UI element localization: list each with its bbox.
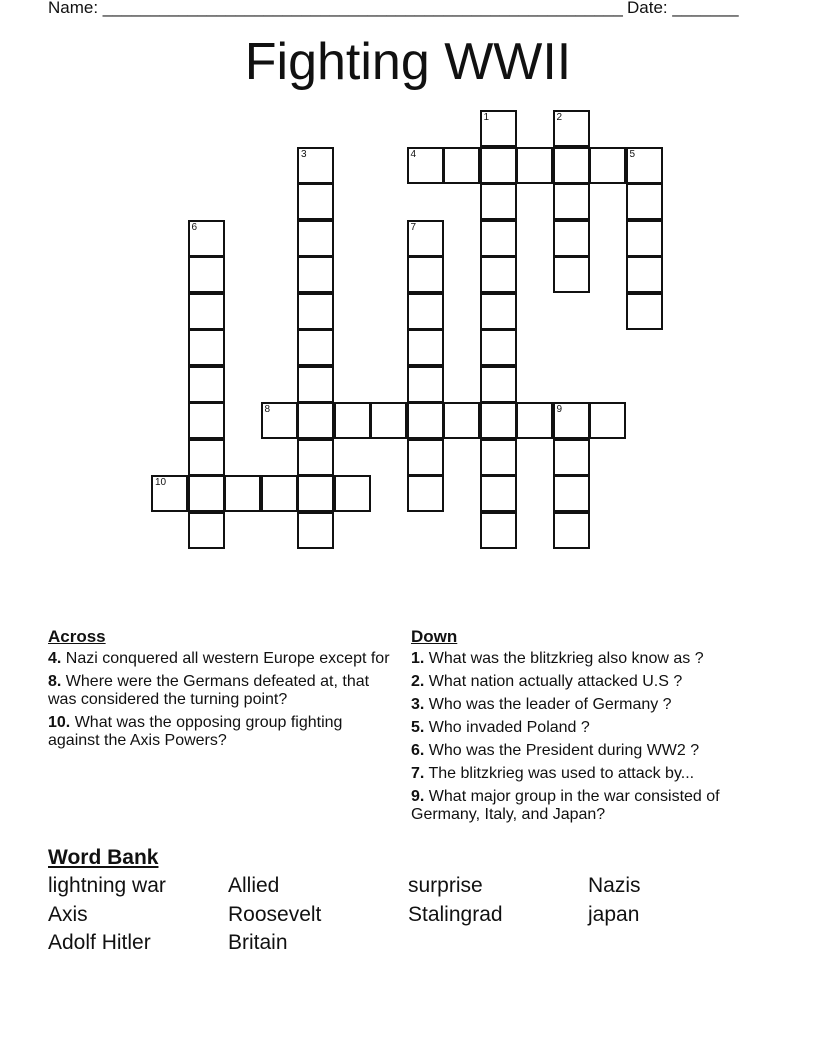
grid-cell[interactable] (553, 220, 590, 257)
down-clue (411, 788, 771, 824)
grid-cell[interactable] (407, 366, 444, 403)
clue-text: What was the opposing group fighting against the Axis Powers? (48, 714, 343, 749)
grid-cell[interactable] (297, 475, 334, 512)
word-bank-word: Adolf Hitler (48, 931, 151, 954)
grid-cell[interactable] (553, 110, 590, 147)
grid-cell[interactable] (188, 475, 225, 512)
word-bank-word: lightning war (48, 874, 166, 897)
cell-number: 10 (155, 477, 167, 488)
date-field-label: Date: _______ (627, 0, 739, 17)
grid-cell[interactable] (443, 147, 480, 184)
grid-cell[interactable] (553, 475, 590, 512)
clue-text: The blitzkrieg was used to attack by... (428, 765, 695, 782)
grid-cell[interactable] (297, 220, 334, 257)
grid-cell[interactable] (553, 512, 590, 549)
grid-cell[interactable] (370, 402, 407, 439)
clue-text: What nation actually attacked U.S ? (428, 673, 683, 690)
grid-cell[interactable] (297, 329, 334, 366)
grid-cell[interactable] (297, 147, 334, 184)
grid-cell[interactable] (407, 147, 444, 184)
clue-number: 8. (48, 673, 62, 690)
word-bank-word: Nazis (588, 874, 641, 897)
grid-cell[interactable] (151, 475, 188, 512)
clue-number: 5. (411, 719, 425, 736)
grid-cell[interactable] (553, 147, 590, 184)
cell-number: 5 (629, 148, 636, 160)
grid-cell[interactable] (626, 293, 663, 330)
grid-cell[interactable] (626, 183, 663, 220)
grid-cell[interactable] (297, 293, 334, 330)
down-clue (411, 696, 771, 714)
clue-number: 7. (411, 765, 425, 782)
grid-cell[interactable] (480, 183, 517, 220)
cell-number: 2 (556, 112, 563, 123)
clue-text: What major group in the war consisted of Germany, Italy, and Japan? (411, 788, 720, 823)
grid-cell[interactable] (188, 293, 225, 330)
cell-number: 1 (483, 112, 490, 123)
across-clue (48, 650, 393, 668)
name-field-label: Name: _______________________________________________________ (48, 0, 623, 17)
grid-cell[interactable] (188, 439, 225, 476)
word-bank-word: japan (588, 903, 640, 926)
cell-number: 3 (301, 148, 307, 160)
grid-cell[interactable] (516, 402, 553, 439)
grid-cell[interactable] (553, 183, 590, 220)
down-clue (411, 650, 771, 668)
grid-cell[interactable] (480, 366, 517, 403)
down-heading: Down (411, 627, 458, 646)
grid-cell[interactable] (480, 329, 517, 366)
grid-cell[interactable] (188, 402, 225, 439)
grid-cell[interactable] (261, 402, 298, 439)
clue-number: 2. (411, 673, 425, 690)
cell-number: 7 (410, 221, 417, 233)
puzzle-title: Fighting WWII (244, 33, 572, 91)
word-bank-word: Britain (228, 931, 288, 954)
grid-cell[interactable] (480, 402, 517, 439)
grid-cell[interactable] (553, 439, 590, 476)
word-bank-word: Roosevelt (228, 903, 322, 926)
clue-text: Nazi conquered all western Europe except for (65, 650, 390, 667)
grid-cell[interactable] (188, 366, 225, 403)
clue-number: 4. (48, 650, 62, 667)
grid-cell[interactable] (443, 402, 480, 439)
grid-cell[interactable] (334, 402, 371, 439)
clue-number: 6. (411, 742, 425, 759)
grid-cell[interactable] (407, 293, 444, 330)
grid-cell[interactable] (553, 402, 590, 439)
cell-number: 8 (264, 404, 271, 415)
grid-cell[interactable] (480, 439, 517, 476)
clue-number: 1. (411, 650, 425, 667)
grid-cell[interactable] (407, 439, 444, 476)
cell-number: 6 (191, 221, 198, 233)
cell-number: 4 (410, 148, 417, 160)
clue-text: Who was the leader of Germany ? (428, 696, 672, 713)
grid-cell[interactable] (188, 256, 225, 293)
grid-cell[interactable] (407, 220, 444, 257)
grid-cell[interactable] (297, 439, 334, 476)
grid-cell[interactable] (553, 256, 590, 293)
grid-cell[interactable] (224, 475, 261, 512)
clue-text: Where were the Germans defeated at, that was considered the turning point? (48, 673, 370, 708)
clue-number: 9. (411, 788, 425, 805)
grid-cell[interactable] (480, 110, 517, 147)
grid-cell[interactable] (188, 329, 225, 366)
across-clue (48, 673, 393, 709)
grid-cell[interactable] (480, 256, 517, 293)
clue-text: Who invaded Poland ? (428, 719, 590, 736)
grid-cell[interactable] (261, 475, 298, 512)
cell-number: 9 (556, 404, 563, 415)
grid-cell[interactable] (188, 220, 225, 257)
grid-cell[interactable] (297, 183, 334, 220)
down-clue (411, 742, 771, 760)
grid-cell[interactable] (589, 147, 626, 184)
grid-cell[interactable] (626, 147, 663, 184)
grid-cell[interactable] (297, 366, 334, 403)
grid-cell[interactable] (626, 256, 663, 293)
clue-text: Who was the President during WW2 ? (428, 742, 700, 759)
grid-cell[interactable] (297, 402, 334, 439)
grid-cell[interactable] (480, 220, 517, 257)
clue-text: What was the blitzkrieg also know as ? (428, 650, 704, 667)
grid-cell[interactable] (480, 475, 517, 512)
grid-cell[interactable] (407, 402, 444, 439)
grid-cell[interactable] (407, 256, 444, 293)
across-clues (48, 628, 393, 755)
down-clue (411, 673, 771, 691)
grid-cell[interactable] (480, 293, 517, 330)
word-bank-title: Word Bank (48, 846, 159, 869)
grid-cell[interactable] (297, 512, 334, 549)
down-clue (411, 765, 771, 783)
grid-cell[interactable] (589, 402, 626, 439)
word-bank-word: Stalingrad (408, 903, 503, 926)
word-bank-word: surprise (408, 874, 483, 897)
clue-number: 3. (411, 696, 425, 713)
down-clues (411, 628, 771, 829)
word-bank-word: Axis (48, 903, 88, 926)
across-heading: Across (48, 627, 106, 646)
grid-cell[interactable] (480, 512, 517, 549)
grid-cell[interactable] (334, 475, 371, 512)
clue-number: 10. (48, 714, 71, 731)
grid-cell[interactable] (516, 147, 553, 184)
down-clue (411, 719, 771, 737)
grid-cell[interactable] (297, 256, 334, 293)
grid-cell[interactable] (188, 512, 225, 549)
grid-cell[interactable] (480, 147, 517, 184)
grid-cell[interactable] (626, 220, 663, 257)
across-clue (48, 714, 393, 750)
word-bank-word: Allied (228, 874, 280, 897)
grid-cell[interactable] (407, 329, 444, 366)
grid-cell[interactable] (407, 475, 444, 512)
